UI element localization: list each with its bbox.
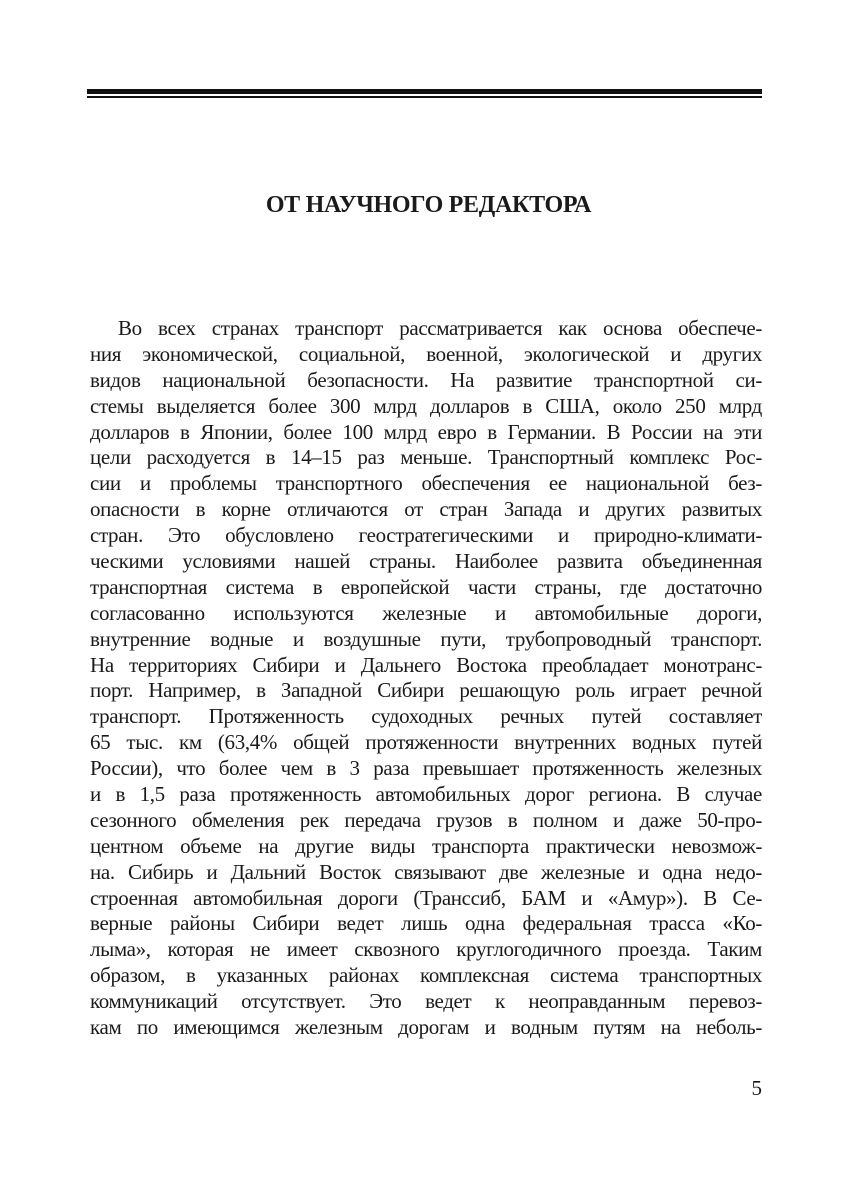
text-line: ческими условиями нашей страны. Наиболее развита объединенная bbox=[90, 549, 762, 574]
page-number: 5 bbox=[751, 1076, 762, 1100]
text-line: внутренние водные и воздушные пути, трубопроводный транспорт. bbox=[90, 626, 762, 651]
text-line: порт. Например, в Западной Сибири решающую роль играет речной bbox=[90, 678, 762, 703]
text-line: образом, в указанных районах комплексная система транспортных bbox=[90, 963, 762, 988]
text-line: Во всех странах транспорт рассматривается как основа обеспече- bbox=[118, 316, 762, 340]
text-line: России), что более чем в 3 раза превышает протяженность железных bbox=[90, 756, 762, 781]
text-line: долларов в Японии, более 100 млрд евро в Германии. В России на эти bbox=[90, 419, 762, 444]
text-line: ния экономической, социальной, военной, экологической и других bbox=[90, 341, 762, 366]
text-line: верные районы Сибири ведет лишь одна федеральная трасса «Ко- bbox=[90, 911, 762, 936]
chapter-title: ОТ НАУЧНОГО РЕДАКТОРА bbox=[265, 192, 592, 218]
text-line: согласованно используются железные и автомобильные дороги, bbox=[90, 600, 762, 625]
text-line: стемы выделяется более 300 млрд долларов в США, около 250 млрд bbox=[90, 393, 762, 418]
text-line: и в 1,5 раза протяженность автомобильных дорог региона. В случае bbox=[90, 782, 762, 807]
text-line: транспорт. Протяженность судоходных речных путей составляет bbox=[90, 704, 762, 729]
text-line: на. Сибирь и Дальний Восток связывают две железные и одна недо- bbox=[90, 859, 762, 884]
text-line: транспортная система в европейской части страны, где достаточно bbox=[90, 574, 762, 599]
text-line: строенная автомобильная дороги (Транссиб, БАМ и «Амур»). В Се- bbox=[90, 885, 762, 910]
text-line: На территориях Сибири и Дальнего Востока преобладает монотранс- bbox=[90, 652, 762, 677]
text-line: сезонного обмеления рек передача грузов в полном и даже 50-про- bbox=[90, 807, 762, 832]
body-text bbox=[90, 316, 762, 1041]
text-line: лыма», которая не имеет сквозного круглогодичного проезда. Таким bbox=[90, 937, 762, 962]
text-line: опасности в корне отличаются от стран Запада и других развитых bbox=[90, 497, 762, 522]
text-line: центном объеме на другие виды транспорта практически невозмож- bbox=[90, 833, 762, 858]
header-rule-thin bbox=[87, 96, 762, 98]
text-line: сии и проблемы транспортного обеспечения ее национальной без- bbox=[90, 471, 762, 496]
text-line: 65 тыс. км (63,4% общей протяженности внутренних водных путей bbox=[90, 730, 762, 755]
text-line: стран. Это обусловлено геостратегическими и природно-климати- bbox=[90, 523, 762, 548]
text-line: коммуникаций отсутствует. Это ведет к неоправданным перевоз- bbox=[90, 989, 762, 1014]
text-line: видов национальной безопасности. На развитие транспортной си- bbox=[90, 367, 762, 392]
header-rule-thick bbox=[87, 89, 762, 94]
text-line: кам по имеющимся железным дорогам и водным путям на неболь- bbox=[90, 1015, 762, 1040]
text-line: цели расходуется в 14–15 раз меньше. Транспортный комплекс Рос- bbox=[90, 445, 762, 470]
